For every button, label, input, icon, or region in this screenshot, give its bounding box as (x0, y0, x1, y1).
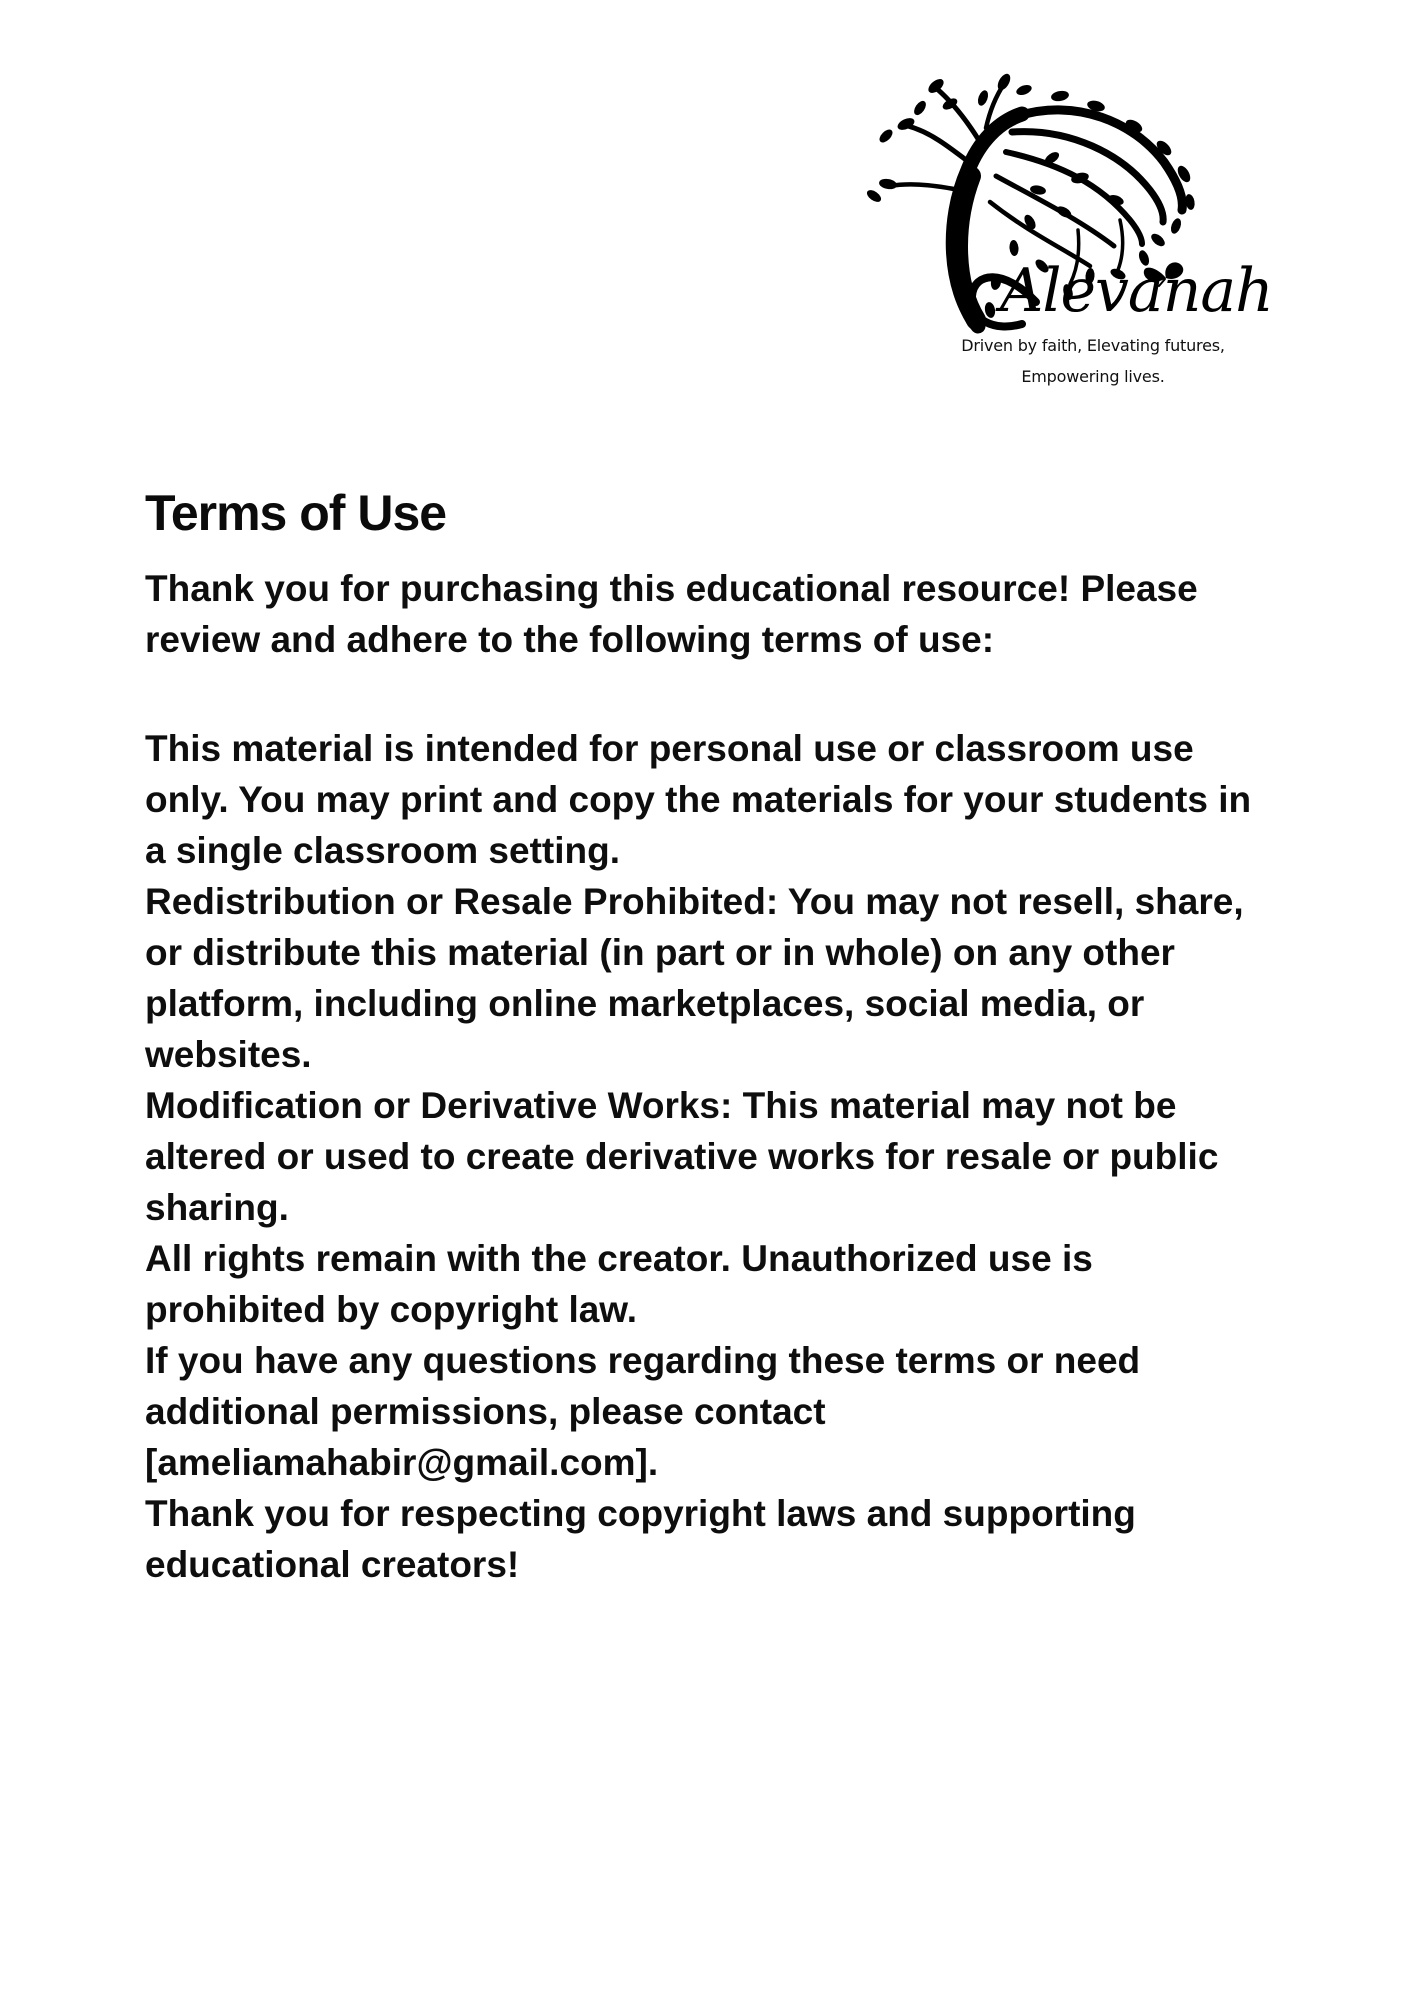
term-paragraph-thanks: Thank you for respecting copyright laws and supporting educational creators! (145, 1493, 1136, 1585)
brand-tagline (903, 330, 1283, 392)
page-title: Terms of Use (145, 484, 447, 541)
brand-name: Alevanah (1000, 256, 1273, 326)
term-paragraph-modification: Modification or Derivative Works: This material may not be altered or used to create derivative works for resale or public sharing. (145, 1085, 1219, 1228)
tagline-line-1: Driven by faith, Elevating futures, (961, 336, 1225, 355)
term-paragraph-contact: If you have any questions regarding these terms or need additional permissions, please contact [ameliamahabir@gmail.com]. (145, 1340, 1141, 1483)
term-paragraph-personal-use: This material is intended for personal use or classroom use only. You may print and copy the materials for your students in a single classroom setting. (145, 728, 1252, 871)
terms-content (145, 563, 1280, 1590)
tagline-line-2: Empowering lives. (1021, 367, 1165, 386)
brand-logo (828, 70, 1273, 400)
term-paragraph-redistribution: Redistribution or Resale Prohibited: You may not resell, share, or distribute this material (in part or in whole) on any other platform, including online marketplaces, social media, or websites. (145, 881, 1244, 1075)
intro-paragraph: Thank you for purchasing this educational resource! Please review and adhere to the following terms of use: (145, 568, 1198, 660)
term-paragraph-rights: All rights remain with the creator. Unauthorized use is prohibited by copyright law. (145, 1238, 1093, 1330)
